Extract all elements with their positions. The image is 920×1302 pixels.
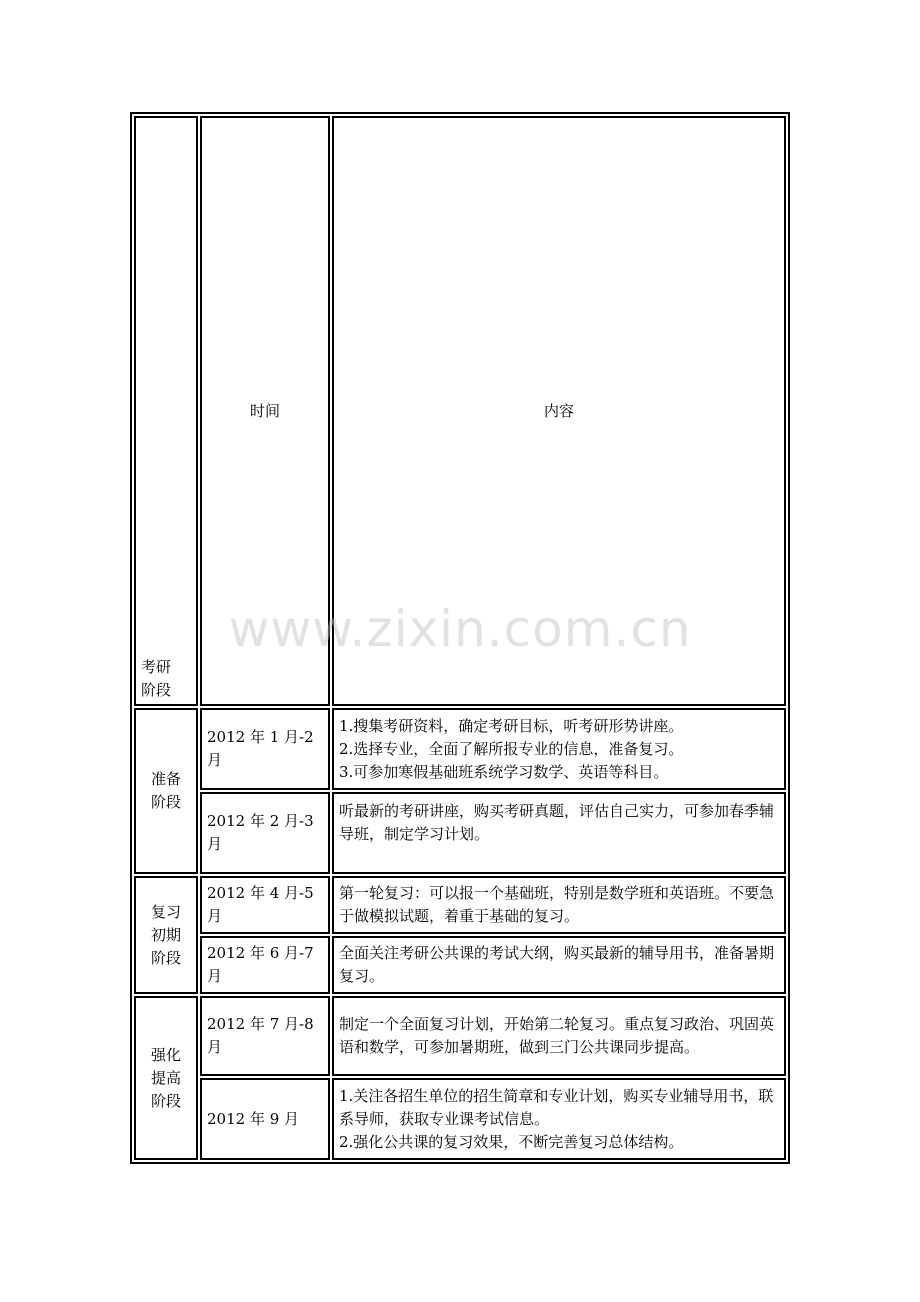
time-cell	[200, 876, 330, 934]
time-text: 2012 年 6 月-7 月	[207, 944, 314, 985]
table-row	[134, 936, 786, 994]
content-line: 3.可参加寒假基础班系统学习数学、英语等科目。	[339, 762, 669, 781]
content-line: 全面关注考研公共课的考试大纲，购买最新的辅导用书，准备暑期复习。	[339, 944, 775, 985]
stage-label: 准备阶段	[150, 770, 181, 811]
content-cell	[332, 792, 786, 874]
stage-cell-preparation	[134, 708, 198, 874]
header-content-cell	[332, 116, 786, 706]
content-line: 1.关注各招生单位的招生简章和专业计划，购买专业辅导用书，联系导师，获取专业课考试信息。	[339, 1086, 774, 1128]
content-cell	[332, 1078, 786, 1160]
header-content-label: 内容	[543, 401, 574, 420]
table-row	[134, 996, 786, 1076]
table-row	[134, 876, 786, 934]
time-text: 2012 年 4 月-5 月	[207, 884, 314, 925]
content-line: 第一轮复习：可以报一个基础班，特别是数学班和英语班。不要急于做模拟试题，着重于基础的复习。	[339, 884, 775, 925]
study-plan-table	[130, 112, 790, 1164]
header-time-label: 时间	[249, 401, 280, 420]
time-cell	[200, 936, 330, 994]
content-cell	[332, 996, 786, 1076]
header-time-cell	[200, 116, 330, 706]
content-line: 制定一个全面复习计划，开始第二轮复习。重点复习政治、巩固英语和数学，可参加暑期班，做到三门公共课同步提高。	[339, 1015, 775, 1056]
table-row	[134, 792, 786, 874]
time-text: 2012 年 1 月-2 月	[207, 728, 314, 769]
time-text: 2012 年 2 月-3 月	[207, 812, 314, 853]
time-cell	[200, 1078, 330, 1160]
table-row	[134, 708, 786, 790]
content-line: 听最新的考研讲座，购买考研真题，评估自己实力，可参加春季辅导班，制定学习计划。	[339, 802, 775, 843]
stage-cell-intensive	[134, 996, 198, 1160]
time-text: 2012 年 9 月	[207, 1109, 300, 1128]
table-row	[134, 1078, 786, 1160]
watermark-text: www.zixin.com.cn	[228, 600, 692, 658]
content-cell	[332, 876, 786, 934]
header-row	[134, 116, 786, 706]
content-line: 2.强化公共课的复习效果，不断完善复习总体结构。	[339, 1132, 684, 1151]
stage-label: 强化提高阶段	[150, 1045, 181, 1110]
time-cell	[200, 708, 330, 790]
header-stage-cell	[134, 116, 198, 706]
time-cell	[200, 996, 330, 1076]
content-cell	[332, 936, 786, 994]
time-cell	[200, 792, 330, 874]
content-cell	[332, 708, 786, 790]
content-line: 1.搜集考研资料，确定考研目标，听考研形势讲座。	[339, 716, 684, 735]
stage-label: 复习初期阶段	[150, 902, 181, 967]
content-line: 2.选择专业，全面了解所报专业的信息，准备复习。	[339, 739, 684, 758]
header-stage-label: 考研阶段	[141, 658, 172, 699]
time-text: 2012 年 7 月-8 月	[207, 1015, 314, 1056]
stage-cell-early-review	[134, 876, 198, 994]
